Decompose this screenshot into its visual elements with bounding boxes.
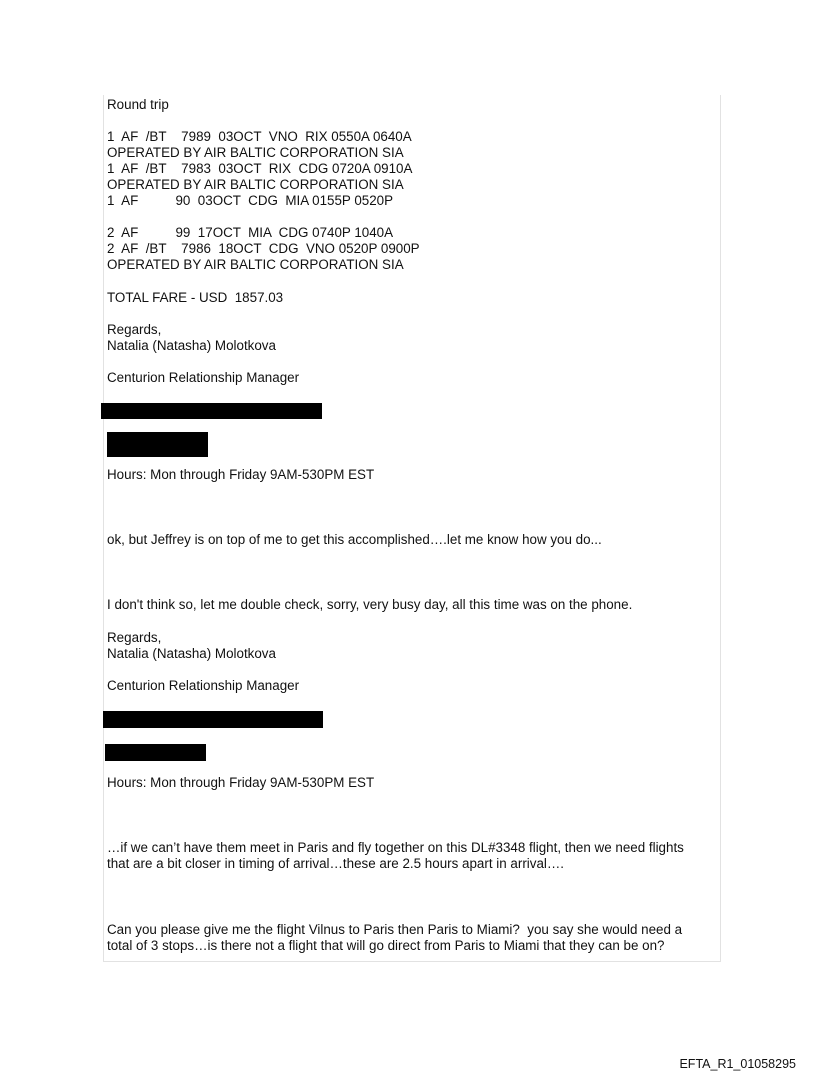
message-line: that are a bit closer in timing of arrival…these are 2.5 hours apart in arrival…. (107, 856, 564, 871)
message-line: Can you please give me the flight Vilnus to Paris then Paris to Miami? you say she would need a (107, 922, 683, 937)
flight-segment-2: 1 AF /BT 7983 03OCT RIX CDG 0720A 0910A (107, 161, 413, 176)
message-line: …if we can’t have them meet in Paris and fly together on this DL#3348 flight, then we need flights (107, 840, 684, 855)
hours-line: Hours: Mon through Friday 9AM-530PM EST (107, 775, 375, 790)
message-line: total of 3 stops…is there not a flight that will go direct from Paris to Miami that they can be on? (107, 938, 665, 953)
signature-name: Natalia (Natasha) Molotkova (107, 646, 276, 661)
redaction-bar (105, 744, 206, 761)
itinerary-header: Round trip (107, 97, 169, 112)
redaction-bar (107, 432, 208, 457)
operated-by-note: OPERATED BY AIR BALTIC CORPORATION SIA (107, 145, 404, 160)
signature-name: Natalia (Natasha) Molotkova (107, 338, 276, 353)
signature-title: Centurion Relationship Manager (107, 678, 300, 693)
flight-segment-5: 2 AF /BT 7986 18OCT CDG VNO 0520P 0900P (107, 241, 420, 256)
redaction-bar (103, 711, 323, 728)
signature-regards: Regards, (107, 630, 162, 645)
message-line: ok, but Jeffrey is on top of me to get this accomplished….let me know how you do... (107, 532, 602, 547)
total-fare: TOTAL FARE - USD 1857.03 (107, 290, 284, 305)
flight-segment-4: 2 AF 99 17OCT MIA CDG 0740P 1040A (107, 225, 394, 240)
redaction-bar (101, 403, 322, 419)
hours-line: Hours: Mon through Friday 9AM-530PM EST (107, 467, 375, 482)
flight-segment-3: 1 AF 90 03OCT CDG MIA 0155P 0520P (107, 193, 394, 208)
operated-by-note: OPERATED BY AIR BALTIC CORPORATION SIA (107, 177, 404, 192)
signature-regards: Regards, (107, 322, 162, 337)
signature-title: Centurion Relationship Manager (107, 370, 300, 385)
operated-by-note: OPERATED BY AIR BALTIC CORPORATION SIA (107, 257, 404, 272)
flight-segment-1: 1 AF /BT 7989 03OCT VNO RIX 0550A 0640A (107, 129, 412, 144)
document-id: EFTA_R1_01058295 (679, 1057, 796, 1071)
message-line: I don't think so, let me double check, sorry, very busy day, all this time was on the phone. (107, 597, 633, 612)
